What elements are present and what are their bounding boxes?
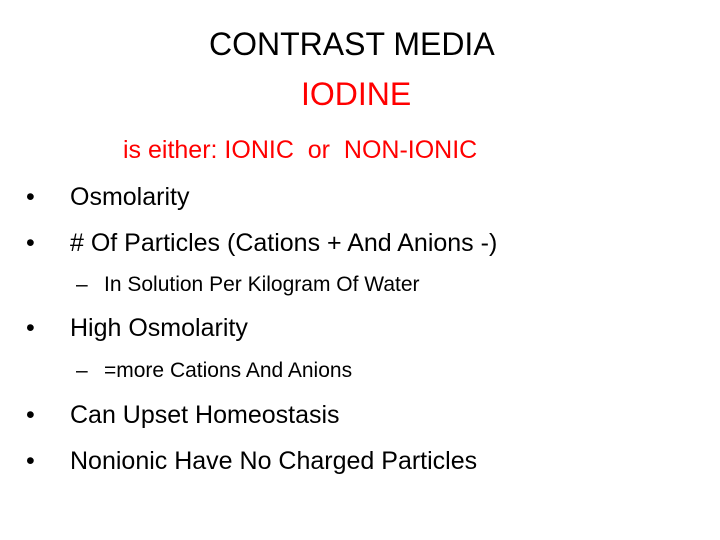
- bullet-text: Nonionic Have No Charged Particles: [70, 447, 478, 475]
- slide-title: [209, 24, 720, 64]
- slide-title-accent: [301, 74, 720, 114]
- bullet-text: # Of Particles (Cations + And Anions -): [70, 229, 498, 257]
- bullet-glyph: •: [26, 401, 35, 429]
- bullet-glyph: •: [26, 229, 35, 257]
- bullet-item: [26, 444, 477, 478]
- title-line-2: IODINE: [301, 76, 412, 112]
- sub-bullet-glyph: –: [76, 273, 88, 296]
- bullet-text: Can Upset Homeostasis: [70, 401, 340, 429]
- sub-bullet-text: =more Cations And Anions: [104, 359, 353, 382]
- bullet-text: High Osmolarity: [70, 314, 248, 342]
- sub-bullet-glyph: –: [76, 359, 88, 382]
- bullet-item: [26, 398, 340, 432]
- bullet-item: [26, 311, 248, 345]
- bullet-glyph: •: [26, 183, 35, 211]
- sub-bullet-item: [76, 356, 352, 386]
- bullet-text: Osmolarity: [70, 183, 190, 211]
- title-line-1: CONTRAST MEDIA: [209, 26, 495, 62]
- bullet-item: [26, 180, 189, 214]
- sub-bullet-text: In Solution Per Kilogram Of Water: [104, 273, 420, 296]
- bullet-glyph: •: [26, 314, 35, 342]
- bullet-glyph: •: [26, 447, 35, 475]
- sub-bullet-item: [76, 270, 420, 300]
- bullet-item: [26, 226, 497, 260]
- subtitle: is either: IONIC or NON-IONIC: [123, 136, 478, 164]
